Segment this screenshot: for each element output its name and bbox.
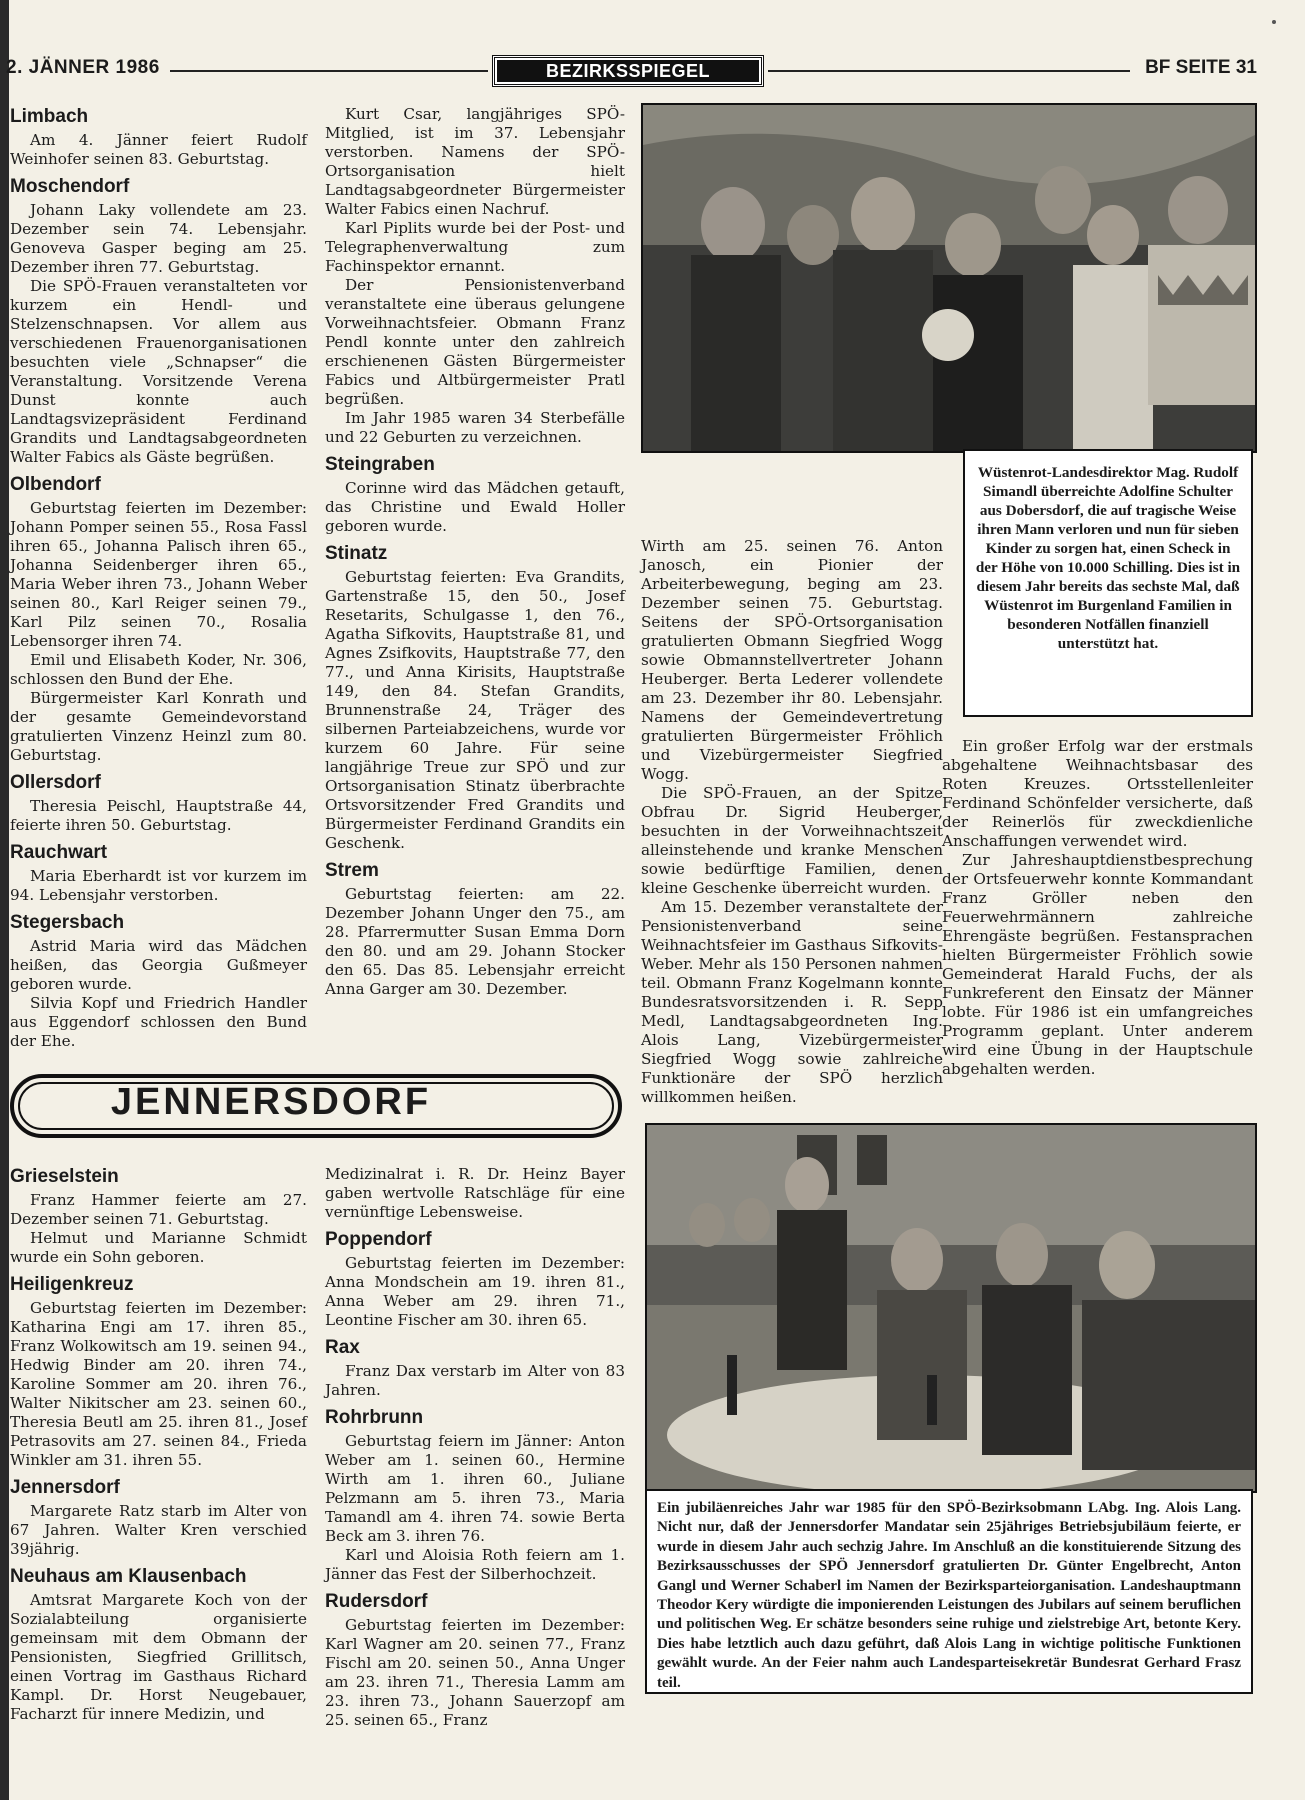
- column-3: [641, 537, 943, 1107]
- text-heiligenkreuz: Geburtstag feierten im Dezember: Katharina Engi am 17. ihren 85., Franz Wolkowitsch am 19. seinen 94., Hedwig Binder am 20. ihren 74., Karoline Sommer am 20. ihren 76., Walter Nikitscher am 23. seinen 60., Theresia Beutl am 25. ihren 81., Josef Petrasovits am 27. seinen 84., Frieda Winkler am 31. ihren 55.: [10, 1299, 307, 1469]
- column-2: [325, 105, 625, 999]
- column-1: [10, 105, 307, 1051]
- text-rauchwart: Maria Eberhardt ist vor kurzem im 94. Lebensjahr verstorben.: [10, 867, 307, 904]
- text-weihnachtsfeier: Am 15. Dezember veranstaltete der Pensionistenverband seine Weihnachtsfeier im Gasthaus Sifkovits-Weber. Mehr als 150 Personen nahmen teil. Obmann Franz Kogelmann konnte Bundesratsvorsitzenden i. R. Sepp Medl, Landtagsabgeordneten Ing. Alois Lang, Vizebürgermeister Siegfried Wogg sowie zahlreiche Funktionäre der SPÖ herzlich willkommen heißen.: [641, 898, 943, 1106]
- photo-caption-lang: Ein jubiläenreiches Jahr war 1985 für den SPÖ-Bezirksobmann LAbg. Ing. Alois Lang. Nicht nur, daß der Jennersdorfer Mandatar sein 25jähriges Betriebsjubiläum feierte, er wurde in diesem Jahr auch sechzig Jahre. Im Anschluß an die konstituierende Sitzung des Bezirksausschusses der SPÖ Jennersdorf gratulierten Dr. Günter Engelbrecht, Anton Gangl und Werner Schaberl im Namen der Bezirksparteiorganisation. Landeshauptmann Theodor Kery würdigte die imponierenden Leistungen des Jubilars auf seinem beruflichen und politischen Weg. Er schätze besonders seine ruhige und zielstrebige Art, betonte Kery. Dies habe letztlich auch dazu geführt, daß Alois Lang in wichtige politische Funktionen gewählt wurde. An der Feier nahm auch Landesparteisekretär Bundesrat Gerhard Frasz teil.: [645, 1489, 1253, 1694]
- text-neuhaus: Amtsrat Margarete Koch von der Sozialabteilung organisierte gemeinsam mit dem Obmann der Pensionisten, Siegfried Grillitsch, einen Vortrag im Gasthaus Richard Kampl. Dr. Horst Neugebauer, Facharzt für innere Medizin, und: [10, 1591, 307, 1723]
- column-4: [942, 737, 1253, 1079]
- scan-edge: [0, 0, 9, 1800]
- issue-date: 2. JÄNNER 1986: [6, 57, 160, 78]
- heading-heiligenkreuz: Heiligenkreuz: [10, 1274, 134, 1295]
- text-olbendorf-1: Geburtstag feierten im Dezember: Johann Pomper seinen 55., Rosa Fassl ihren 65., Johanna Palisch ihren 65., Johanna Seidenberger ihren 65., Maria Weber ihren 73., Johann Weber seinen 80., Karl Reiger seinen 79., Karl Pilz seinen 70., Rosalia Lebensorger ihren 74.: [10, 499, 307, 650]
- text-wirth-janosch: Wirth am 25. seinen 76. Anton Janosch, ein Pionier der Arbeiterbewegung, beging am 23. Dezember seinen 75. Geburtstag. Seitens der SPÖ-Ortsorganisation gratulierten Obmann Siegfried Wogg sowie Obmannstellvertreter Johann Heuberger. Berta Lederer vollendete am 23. Dezember ihr 80. Lebensjahr. Namens der Gemeindevertretung gratulierten Bürgermeister Fröhlich und Vizebürgermeister Siegfried Wogg.: [641, 537, 943, 783]
- heading-neuhaus: Neuhaus am Klausenbach: [10, 1566, 247, 1587]
- district-banner-title: JENNERSDORF: [110, 1081, 432, 1123]
- heading-strem: Strem: [325, 860, 379, 881]
- heading-grieselstein: Grieselstein: [10, 1166, 119, 1187]
- text-moschendorf-1: Johann Laky vollendete am 23. Dezember sein 74. Lebensjahr. Genoveva Gasper beging am 25. Dezember ihren 77. Geburtstag.: [10, 201, 307, 276]
- text-rohrbrunn-1: Geburtstag feiern im Jänner: Anton Weber am 1. seinen 60., Hermine Wirth am 1. ihren 60., Juliane Pelzmann am 5. ihren 73., Maria Tamandl am 4. ihren 74. sowie Berta Beck am 3. ihren 76.: [325, 1432, 625, 1545]
- header-rule-left: [170, 70, 488, 72]
- text-poppendorf: Geburtstag feierten im Dezember: Anna Mondschein am 19. ihren 81., Anna Weber am 29. ihren 71., Leontine Fischer am 30. ihren 65.: [325, 1254, 625, 1329]
- heading-jennersdorf: Jennersdorf: [10, 1477, 120, 1498]
- heading-stinatz: Stinatz: [325, 543, 388, 564]
- text-steingraben: Corinne wird das Mädchen getauft, das Christine und Ewald Holler geboren wurde.: [325, 479, 625, 535]
- scan-speck: [1272, 20, 1276, 24]
- text-feuerwehr: Zur Jahreshauptdienstbesprechung der Ortsfeuerwehr konnte Kommandant Franz Gröller neben den Feuerwehrmännern zahlreiche Ehrengäste begrüßen. Festansprachen hielten Bürgermeister Fröhlich sowie Gemeinderat Harald Fuchs, der als Funkreferent den Einsatz der Männer lobte. Für 1986 ist ein umfangreiches Programm geplant. Unter anderem wird eine Übung in der Hauptschule abgehalten werden.: [942, 851, 1253, 1078]
- text-weihnachtsbasar: Ein großer Erfolg war der erstmals abgehaltene Weihnachtsbasar des Roten Kreuzes. Ortsstellenleiter Ferdinand Schönfelder versicherte, daß der Reinerlös für zweckdienliche Anschaffungen verwendet wird.: [942, 737, 1253, 850]
- heading-rax: Rax: [325, 1337, 360, 1358]
- text-ollersdorf: Theresia Peischl, Hauptstraße 44, feierte ihren 50. Geburtstag.: [10, 797, 307, 834]
- heading-rauchwart: Rauchwart: [10, 842, 108, 863]
- column-1-jennersdorf: [10, 1165, 307, 1724]
- text-limbach: Am 4. Jänner feiert Rudolf Weinhofer seinen 83. Geburtstag.: [10, 131, 307, 168]
- text-strem: Geburtstag feierten: am 22. Dezember Johann Unger den 75., am 28. Pfarrermutter Susan Emma Dorn den 80. und am 29. Johann Stocker den 65. Das 85. Lebensjahr erreicht Anna Garger am 30. Dezember.: [325, 885, 625, 998]
- text-statistik: Im Jahr 1985 waren 34 Sterbefälle und 22 Geburten zu verzeichnen.: [325, 409, 625, 446]
- photo-group-portrait-image: [643, 105, 1255, 451]
- text-olbendorf-2: Emil und Elisabeth Koder, Nr. 306, schlossen den Bund der Ehe.: [10, 651, 307, 688]
- heading-olbendorf: Olbendorf: [10, 474, 101, 495]
- heading-rohrbrunn: Rohrbrunn: [325, 1407, 424, 1428]
- text-stinatz: Geburtstag feierten: Eva Grandits, Gartenstraße 15, den 50., Josef Resetarits, Schulgasse 1, den 76., Agatha Sifkovits, Hauptstraße 81, und Agnes Zsifkovits, Hauptstraße 77, den 77., und Anna Kirisits, Hauptstraße 149, den 84. Stefan Grandits, Brunnenstraße 24, Träger des silbernen Parteiabzeichens, wurde vor kurzem 60 Jahre. Für seine langjährige Treue zur SPÖ und zur Ortsorganisation Stinatz überbrachte Ortsvorsitzender Fred Grandits und Bürgermeister Ferdinand Grandits ein Geschenk.: [325, 568, 625, 852]
- text-stegersbach-1: Astrid Maria wird das Mädchen heißen, das Georgia Gußmeyer geboren wurde.: [10, 937, 307, 993]
- text-rohrbrunn-2: Karl und Aloisia Roth feiern am 1. Jänner das Fest der Silberhochzeit.: [325, 1546, 625, 1583]
- text-bayer: Medizinalrat i. R. Dr. Heinz Bayer gaben wertvolle Ratschläge für eine vernünftige Lebensweise.: [325, 1165, 625, 1221]
- text-olbendorf-3: Bürgermeister Karl Konrath und der gesamte Gemeindevorstand gratulierten Vinzenz Heinzl zum 80. Geburtstag.: [10, 689, 307, 764]
- text-grieselstein-2: Helmut und Marianne Schmidt wurde ein Sohn geboren.: [10, 1229, 307, 1266]
- text-csar: Kurt Csar, langjähriges SPÖ-Mitglied, ist im 37. Lebensjahr verstorben. Namens der SPÖ-Ortsorganisation hielt Landtagsabgeordneter Bürgermeister Walter Fabics einen Nachruf.: [325, 105, 625, 218]
- header-rule-right: [768, 70, 1130, 72]
- column-2-jennersdorf: [325, 1165, 625, 1730]
- heading-limbach: Limbach: [10, 106, 89, 127]
- section-title: BEZIRKSSPIEGEL: [497, 60, 759, 82]
- text-pensionisten: Der Pensionistenverband veranstaltete eine überaus gelungene Vorweihnachtsfeier. Obmann Franz Pendl konnte unter den zahlreich erschienenen Gästen Bürgermeister Fabics und Altbürgermeister Pratl begrüßen.: [325, 276, 625, 408]
- text-spoe-frauen: Die SPÖ-Frauen, an der Spitze Obfrau Dr. Sigrid Heuberger, besuchten in der Vorweihnachtszeit alleinstehende und kranke Menschen sowie bedürftige Familien, denen kleine Geschenke überreicht wurden.: [641, 784, 943, 897]
- section-title-box: [492, 55, 764, 87]
- heading-stegersbach: Stegersbach: [10, 912, 125, 933]
- photo-banquet: [645, 1123, 1257, 1493]
- heading-poppendorf: Poppendorf: [325, 1229, 432, 1250]
- photo-banquet-image: [647, 1125, 1255, 1491]
- heading-rudersdorf: Rudersdorf: [325, 1591, 428, 1612]
- text-rax: Franz Dax verstarb im Alter von 83 Jahren.: [325, 1362, 625, 1399]
- district-banner: [10, 1074, 622, 1138]
- photo-caption-wuestenrot: Wüstenrot-Landesdirektor Mag. Rudolf Simandl überreichte Adolfine Schulter aus Dobersdorf, die auf tragische Weise ihren Mann verloren und nun für sieben Kinder zu sorgen hat, einen Scheck in der Höhe von 10.000 Schilling. Dies ist in diesem Jahr bereits das sechste Mal, daß Wüstenrot im Burgenland Familien in besonderen Notfällen finanziell unterstützt hat.: [963, 449, 1253, 717]
- text-moschendorf-2: Die SPÖ-Frauen veranstalteten vor kurzem ein Hendl- und Stelzenschnapsen. Vor allem aus verschiedenen Frauenorganisationen besuchten viele „Schnapser“ die Veranstaltung. Vorsitzende Verena Dunst konnte auch Landtagsvizepräsident Ferdinand Grandits und Landtagsabgeordneten Walter Fabics als Gäste begrüßen.: [10, 277, 307, 466]
- page-number: BF SEITE 31: [1145, 57, 1257, 78]
- heading-moschendorf: Moschendorf: [10, 176, 130, 197]
- heading-steingraben: Steingraben: [325, 454, 435, 475]
- text-rudersdorf: Geburtstag feierten im Dezember: Karl Wagner am 20. seinen 77., Franz Fischl am 20. seinen 50., Anna Unger am 23. ihren 71., Theresia Lamm am 23. ihren 73., Johann Sauerzopf am 25. seinen 65., Franz: [325, 1616, 625, 1729]
- photo-group-portrait: [641, 103, 1257, 453]
- text-jennersdorf: Margarete Ratz starb im Alter von 67 Jahren. Walter Kren verschied 39jährig.: [10, 1502, 307, 1558]
- text-piplits: Karl Piplits wurde bei der Post- und Telegraphenverwaltung zum Fachinspektor ernannt.: [325, 219, 625, 275]
- heading-ollersdorf: Ollersdorf: [10, 772, 101, 793]
- text-grieselstein-1: Franz Hammer feierte am 27. Dezember seinen 71. Geburtstag.: [10, 1191, 307, 1228]
- text-stegersbach-2: Silvia Kopf und Friedrich Handler aus Eggendorf schlossen den Bund der Ehe.: [10, 994, 307, 1050]
